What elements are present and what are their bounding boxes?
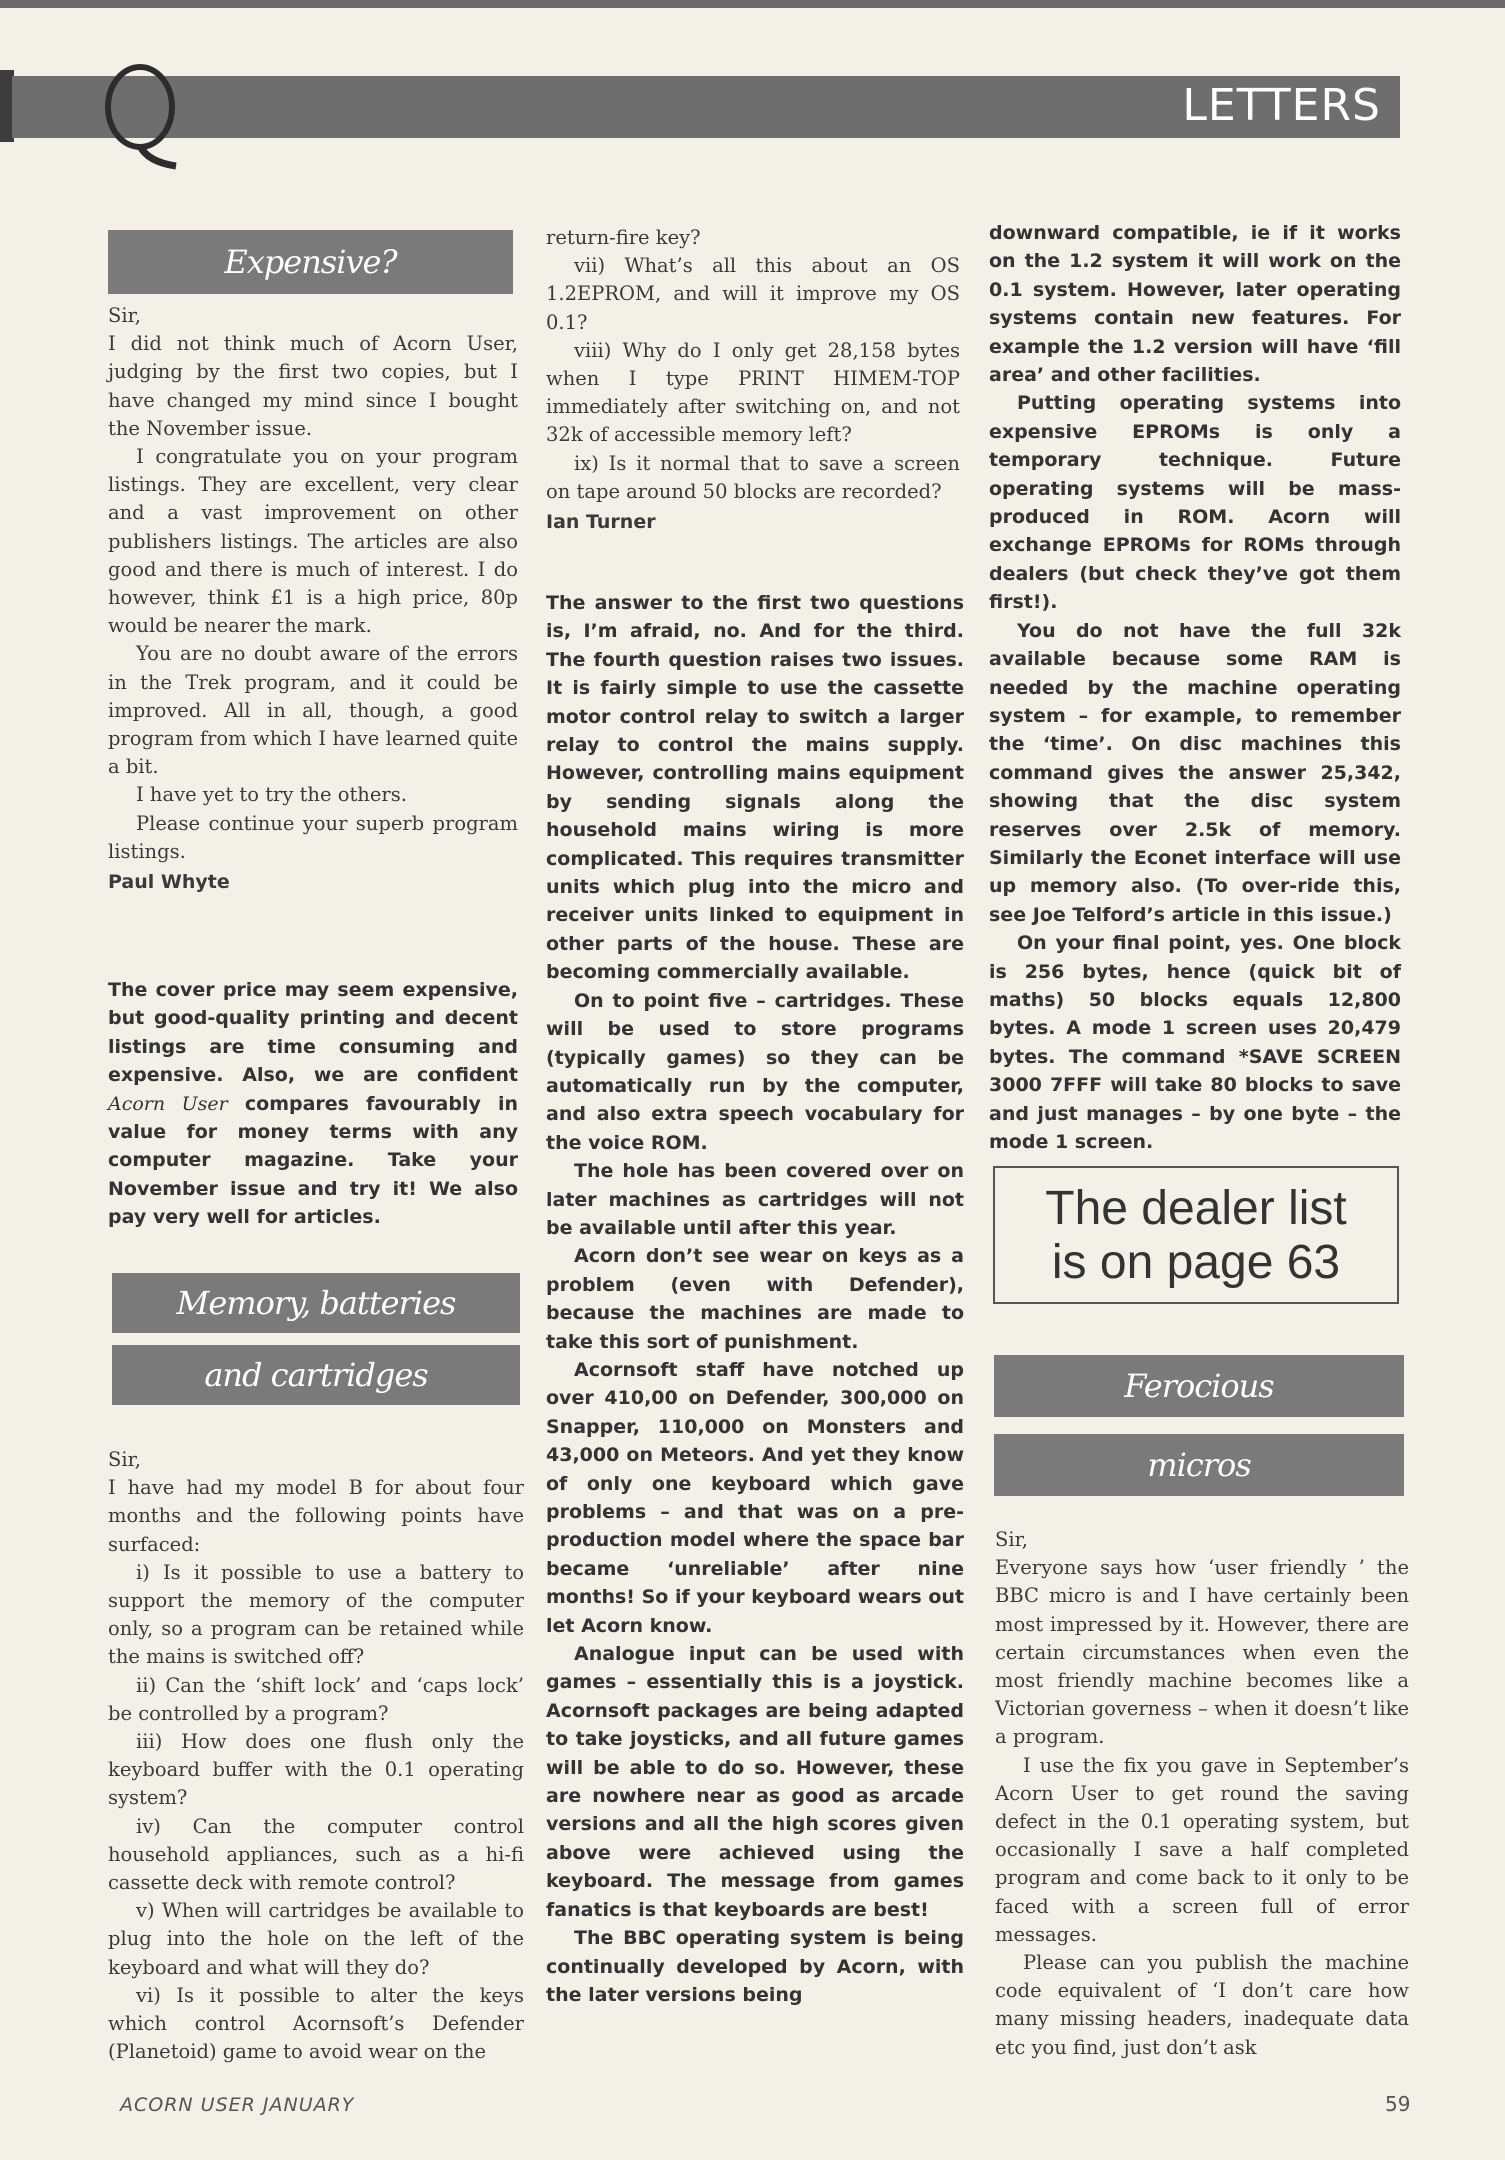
section-title: LETTERS bbox=[1182, 80, 1381, 131]
editor-reply-memory bbox=[546, 589, 964, 2009]
reply-text: The cover price may seem expensive, but good-quality printing and decent listings are time consuming and expensive. Also, we are confident bbox=[108, 979, 518, 1087]
letter-ferocious bbox=[995, 1526, 1409, 2062]
paragraph: You are no doubt aware of the errors in the Trek program, and it could be improved. All in all, though, a good program from which I have learned quite a bit. bbox=[108, 642, 518, 779]
reply-paragraph: On to point five – cartridges. These will be used to store programs (typically games) so they can be automatically run by the computer, and also extra speech vocabulary for the voice ROM. bbox=[546, 989, 964, 1154]
editor-reply-expensive bbox=[108, 976, 518, 1232]
reply-paragraph: On your final point, yes. One block is 256 bytes, hence (quick bit of maths) 50 blocks equals 12,800 bytes. A mode 1 screen uses 20,479 bytes. The command *SAVE SCREEN 3000 7FFF will take 80 blocks to save and just manages – by one byte – the mode 1 screen. bbox=[989, 932, 1401, 1153]
question: vi) Is it possible to alter the keys which control Acornsoft’s Defender (Planetoid) game to avoid wear on the bbox=[108, 1983, 524, 2064]
reply-paragraph: You do not have the full 32k available because some RAM is needed by the machine operating system – for example, to remember the ‘time’. On disc machines this command gives the answer 25,342, showing that the disc system reserves over 2.5k of memory. Similarly the Econet interface will use up memory also. (To over-ride this, see Joe Telford’s article in this issue.) bbox=[989, 619, 1401, 926]
paragraph: I use the fix you gave in September’s Acorn User to get round the saving defect in the 0.1 operating system, but occasionally I save a half completed program and come back to it only to be faced with a screen full of error messages. bbox=[995, 1753, 1409, 1946]
salutation: Sir, bbox=[108, 1448, 141, 1471]
dealer-list-box bbox=[993, 1166, 1399, 1304]
question: viii) Why do I only get 28,158 bytes when I type PRINT HIMEM-TOP immediately after switching on, and not 32k of accessible memory left? bbox=[546, 338, 960, 447]
letter-memory bbox=[108, 1446, 524, 2066]
footer-publication: ACORN USER JANUARY bbox=[120, 2094, 355, 2116]
reply-paragraph: downward compatible, ie if it works on the 1.2 system it will work on the 0.1 system. However, later operating systems contain new features. For example the 1.2 version will have ‘fill area’ and other facilities. bbox=[989, 222, 1401, 387]
question: v) When will cartridges be available to plug into the hole on the left of the keyboard and what will they do? bbox=[108, 1899, 524, 1979]
reply-paragraph: Putting operating systems into expensive EPROMs is only a temporary technique. Future operating systems will be mass-produced in ROM. Acorn will exchange EPROMs for ROMs through dealers (but check they’ve got them first!). bbox=[989, 392, 1401, 614]
question: iii) How does one flush only the keyboard buffer with the 0.1 operating system? bbox=[108, 1730, 524, 1810]
salutation: Sir, bbox=[995, 1528, 1028, 1551]
reply-text: compares favourably in value for money terms with any computer magazine. Take your November issue and try it! We also pay very well for articles. bbox=[108, 1092, 518, 1229]
headline-memory-line1: Memory, batteries bbox=[112, 1273, 520, 1333]
paragraph: Everyone says how ‘user friendly ’ the BBC micro is and I have certainly been most impressed by it. However, there are certain circumstances when even the most friendly machine becomes like a Victorian governess – when it doesn’t like a program. bbox=[995, 1556, 1409, 1749]
dealer-line: The dealer list bbox=[1045, 1182, 1347, 1235]
letter-memory-continued bbox=[546, 224, 960, 536]
salutation: Sir, bbox=[108, 304, 141, 327]
paragraph: Please can you publish the machine code equivalent of ‘I don’t care how many missing headers, inadequate data etc you find, just don’t ask bbox=[995, 1951, 1409, 2059]
reply-paragraph: The BBC operating system is being continually developed by Acorn, with the later versions being bbox=[546, 1927, 964, 2006]
paragraph: I did not think much of Acorn User, judging by the first two copies, but I have changed my mind since I bought the November issue. bbox=[108, 332, 518, 440]
paragraph: I have had my model B for about four months and the following points have surfaced: bbox=[108, 1476, 524, 1556]
editor-reply-memory-continued bbox=[989, 219, 1401, 1156]
reply-magazine-name: Acorn User bbox=[108, 1092, 228, 1115]
dealer-line: is on page 63 bbox=[1051, 1236, 1341, 1289]
reply-paragraph: The hole has been covered over on later machines as cartridges will not be available until after this year. bbox=[546, 1160, 964, 1239]
question: iv) Can the computer control household appliances, such as a hi-fi cassette deck with remote control? bbox=[108, 1814, 524, 1895]
page-number: 59 bbox=[1385, 2092, 1411, 2116]
paragraph: return-fire key? bbox=[546, 226, 701, 249]
reply-paragraph: Acorn don’t see wear on keys as a problem (even with Defender), because the machines are made to take this sort of punishment. bbox=[546, 1245, 964, 1353]
headline-memory-line2: and cartridges bbox=[112, 1345, 520, 1405]
q-logo-icon bbox=[100, 62, 180, 172]
question: vii) What’s all this about an OS 1.2EPROM, and will it improve my OS 0.1? bbox=[546, 254, 960, 334]
paragraph: Please continue your superb program listings. bbox=[108, 811, 518, 863]
signature: Paul Whyte bbox=[108, 871, 230, 894]
question: ii) Can the ‘shift lock’ and ‘caps lock’ be controlled by a program? bbox=[108, 1673, 524, 1725]
paragraph: I congratulate you on your program listings. They are excellent, very clear and a vast improvement on other publishers listings. The articles are also good and there is much of interest. I do however, think £1 is a high price, 80p would be nearer the mark. bbox=[108, 445, 518, 638]
paragraph: I have yet to try the others. bbox=[136, 783, 407, 807]
headline-ferocious-line1: Ferocious bbox=[994, 1355, 1404, 1417]
top-rule bbox=[0, 0, 1505, 8]
question: ix) Is it normal that to save a screen on tape around 50 blocks are recorded? bbox=[546, 451, 960, 503]
letter-expensive bbox=[108, 302, 518, 896]
reply-paragraph: Analogue input can be used with games – essentially this is a joystick. Acornsoft packages are being adapted to take joysticks, and all future games will be able to do so. However, these are nowhere near as good as arcade versions and all the high scores given above were achieved using the keyboard. The message from games fanatics is that keyboards are best! bbox=[546, 1643, 964, 1921]
signature: Ian Turner bbox=[546, 511, 656, 534]
headline-ferocious-line2: micros bbox=[994, 1434, 1404, 1496]
reply-paragraph: The answer to the first two questions is, I’m afraid, no. And for the third. The fourth question raises two issues. It is fairly simple to use the cassette motor control relay to switch a larger relay to control the mains supply. However, controlling mains equipment by sending signals along the household mains wiring is more complicated. This requires transmitter units which plug into the micro and receiver units linked to equipment in other parts of the house. These are becoming commercially available. bbox=[546, 592, 964, 984]
reply-paragraph: Acornsoft staff have notched up over 410,00 on Defender, 300,000 on Snapper, 110,000 on Monsters and 43,000 on Meteors. And yet they know of only one keyboard which gave problems – and that was on a pre-production model where the space bar became ‘unreliable’ after nine months! So if your keyboard wears out let Acorn know. bbox=[546, 1358, 964, 1637]
question: i) Is it possible to use a battery to support the memory of the computer only, so a program can be retained while the mains is switched off? bbox=[108, 1560, 524, 1669]
headline-expensive: Expensive? bbox=[108, 230, 513, 294]
